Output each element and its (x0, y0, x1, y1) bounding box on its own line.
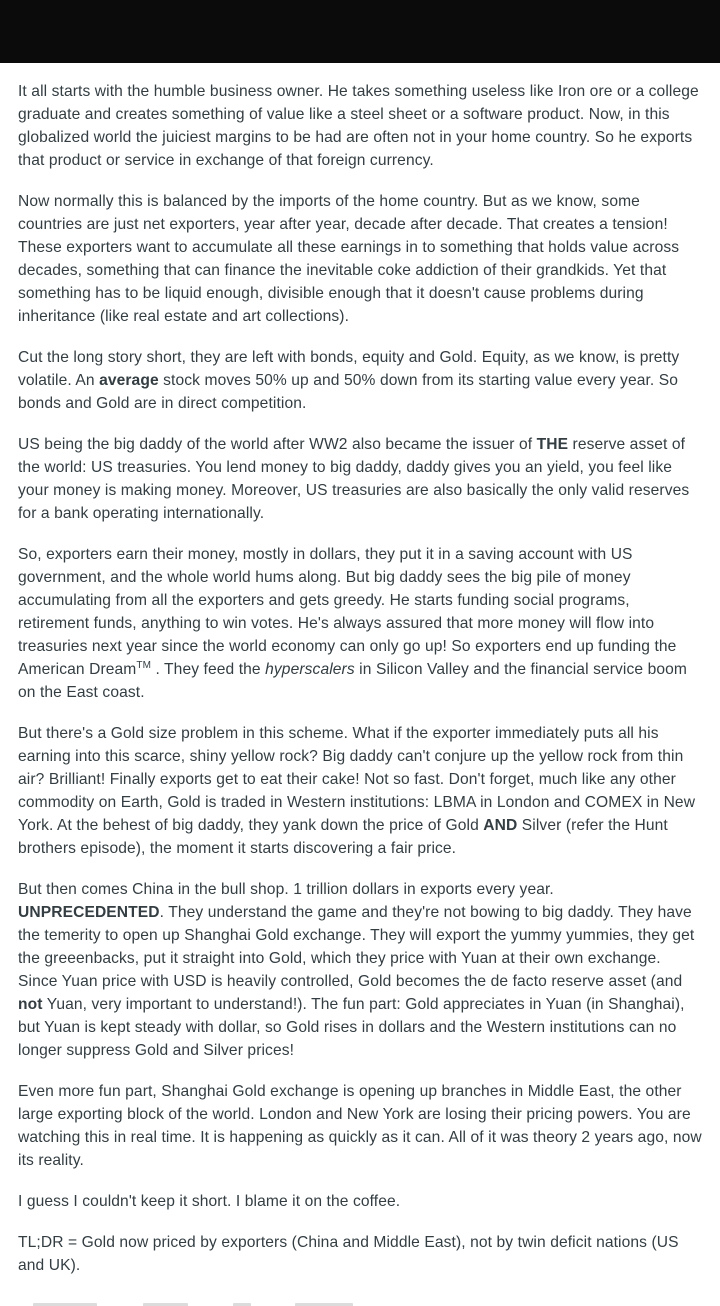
text-run: in Silicon Valley and the financial service boom on the East coast. (18, 661, 688, 701)
paragraph (18, 543, 702, 704)
text-run: US being the big daddy of the world after WW2 also became the issuer of (18, 436, 537, 453)
text-run: reserve asset of the world: US treasuries. You lend money to big daddy, daddy gives you an yield, you feel like your money is making money. Moreover, US treasuries are also basically the only valid reserves for a bank operating internationally. (18, 436, 690, 522)
text-run: Even more fun part, Shanghai Gold exchange is opening up branches in Middle East, the other large exporting block of the world. London and New York are losing their pricing powers. You are watching this in real time. It is happening as quickly as it can. All of it was theory 2 years ago, now its reality. (18, 1083, 702, 1169)
text-run-b: AND (483, 817, 518, 834)
text-run-b: average (99, 372, 159, 389)
text-run: . They feed the (151, 661, 266, 678)
paragraph (18, 190, 702, 328)
paragraph (18, 1080, 702, 1172)
text-run-b: UNPRECEDENTED (18, 904, 160, 921)
text-run: Now normally this is balanced by the imports of the home country. But as we know, some countries are just net exporters, year after year, decade after decade. That creates a tension! These exporters want to accumulate all these earnings in to something that holds value across decades, something that can finance the inevitable coke addiction of their grandkids. Yet that something has to be liquid enough, divisible enough that it doesn't cause problems during inheritance (like real estate and art collections). (18, 193, 680, 325)
text-run-b: THE (536, 436, 569, 453)
paragraph (18, 1190, 702, 1213)
text-run: It all starts with the humble business owner. He takes something useless like Iron ore or a college graduate and creates something of value like a steel sheet or a software product. Now, in this globalized world the juiciest margins to be had are often not in your home country. So he exports that product or service in exchange of that foreign currency. (18, 83, 699, 169)
text-run: Yuan, very important to understand!). The fun part: Gold appreciates in Yuan (in Shanghai), but Yuan is kept steady with dollar, so Gold rises in dollars and the Western institutions can no longer suppress Gold and Silver prices! (18, 996, 685, 1059)
text-run: stock moves 50% up and 50% down from its starting value every year. So bonds and Gold are in direct competition. (18, 372, 679, 412)
cutoff-bottom-row (0, 1302, 720, 1306)
text-run: Cut the long story short, they are left with bonds, equity and Gold. Equity, as we know, is pretty volatile. An (18, 349, 680, 389)
text-run: Silver (refer the Hunt brothers episode), the moment it starts discovering a fair price. (18, 817, 668, 857)
paragraph (18, 346, 702, 415)
post-body (0, 63, 720, 1277)
paragraph (18, 722, 702, 860)
paragraph (18, 433, 702, 525)
text-run: But there's a Gold size problem in this scheme. What if the exporter immediately puts all his earning into this scarce, shiny yellow rock? Big daddy can't conjure up the yellow rock from thin air? Brilliant! Finally exports get to eat their cake! Not so fast. Don't forget, much like any other commodity on Earth, Gold is traded in Western institutions: LBMA in London and COMEX in New York. At the behest of big daddy, they yank down the price of Gold (18, 725, 696, 834)
paragraph (18, 1231, 702, 1277)
paragraph (18, 80, 702, 172)
text-run-i: hyperscalers (265, 661, 355, 678)
text-run: So, exporters earn their money, mostly in dollars, they put it in a saving account with US government, and the whole world hums along. But big daddy sees the big pile of money accumulating from all the exporters and gets greedy. He starts funding social programs, retirement funds, anything to win votes. He's always assured that more money will flow into treasuries next year since the world economy can only go up! So exporters end up funding the American Dream (18, 546, 677, 678)
top-black-bar (0, 0, 720, 63)
text-run: I guess I couldn't keep it short. I blame it on the coffee. (18, 1193, 401, 1210)
text-run: . They understand the game and they're not bowing to big daddy. They have the temerity to open up Shanghai Gold exchange. They will export the yummy yummies, they get the greeenbacks, put it straight into Gold, which they price with Yuan at their own exchange. Since Yuan price with USD is heavily controlled, Gold becomes the de facto reserve asset (and (18, 904, 695, 990)
text-run-sup: TM (136, 659, 152, 671)
paragraph (18, 878, 702, 1062)
text-run: But then comes China in the bull shop. 1 trillion dollars in exports every year. (18, 881, 554, 898)
text-run: TL;DR = Gold now priced by exporters (China and Middle East), not by twin deficit nations (US and UK). (18, 1234, 679, 1274)
text-run-b: not (18, 996, 43, 1013)
